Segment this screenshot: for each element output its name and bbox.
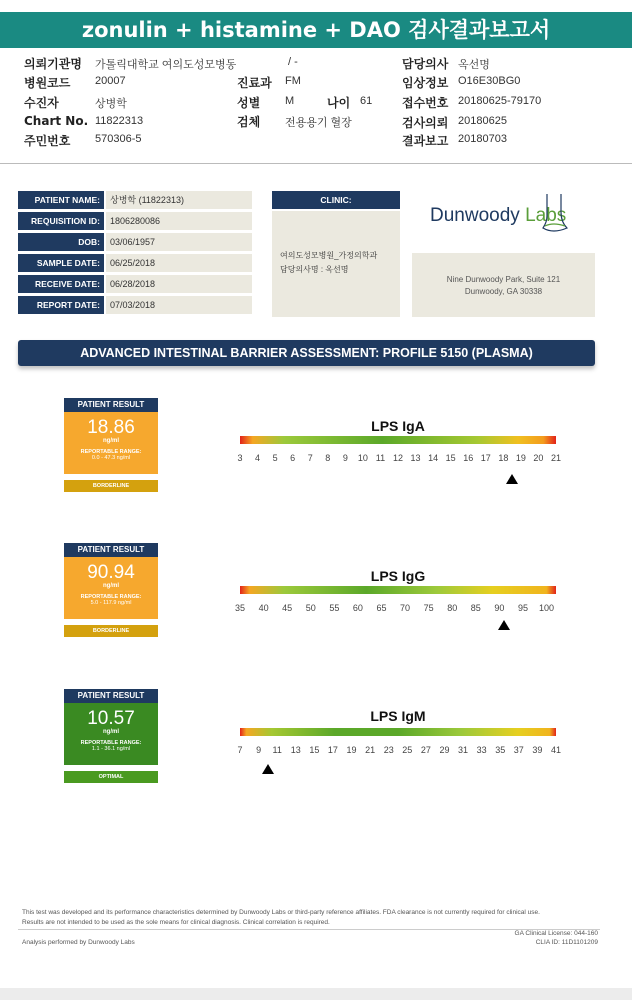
scale-tick-label: 55 [329, 603, 340, 613]
result-card-body [64, 412, 158, 474]
scale-tick-label: 20 [533, 453, 544, 463]
scale-tick-label: 11 [375, 453, 386, 463]
hospital-code-value: 20007 [95, 75, 126, 87]
ward-value: / - [288, 56, 298, 68]
scale-ticks [234, 603, 556, 615]
disclaimer-line-2: Results are not intended to be used as the sole means for clinical diagnosis. Clinical correlation is required. [22, 919, 330, 926]
result-report-value: 20180703 [458, 133, 507, 145]
scale-bar [240, 436, 556, 444]
disclaimer-line-1: This test was developed and its performance characteristics determined by Dunwoody Labs or third-party reference affiliates. FDA clearance is not currently required for clinical use. [22, 909, 540, 916]
result-unit: ng/ml [103, 583, 119, 589]
reportable-range-value: 0.0 - 47.3 ng/ml [91, 455, 131, 461]
scale-tick-label: 14 [428, 453, 439, 463]
scale-tick-label: 45 [282, 603, 293, 613]
scale-tick-label: 5 [272, 453, 278, 463]
hospital-label: 의뢰기관명 [24, 57, 82, 71]
scale-tick-label: 75 [423, 603, 434, 613]
patient-name-label: PATIENT NAME: [18, 191, 104, 209]
result-report-label: 결과보고 [402, 134, 449, 148]
clinic-text [280, 249, 377, 277]
result-status: OPTIMAL [64, 771, 158, 783]
age-value: 61 [360, 95, 373, 107]
scale-title: LPS IgM [370, 708, 426, 724]
chart-no-value: 11822313 [95, 115, 144, 127]
result-card-header: PATIENT RESULT [64, 689, 158, 703]
result-status: BORDERLINE [64, 625, 158, 637]
doctor-label: 담당의사 [402, 57, 449, 71]
scale-tick-label: 7 [307, 453, 313, 463]
result-card-header: PATIENT RESULT [64, 543, 158, 557]
scale-tick-label: 100 [539, 603, 555, 613]
clinic-line-2: 담당의사명 : 옥선명 [280, 265, 349, 274]
scale-tick-label: 31 [458, 745, 469, 755]
patient-name-value: 상병학 (11822313) [106, 191, 252, 209]
scale-tick-label: 37 [513, 745, 524, 755]
scale-tick-label: 80 [447, 603, 458, 613]
hospital-code-label: 병원코드 [24, 76, 71, 90]
scale-tick-label: 27 [420, 745, 431, 755]
report-date-value: 07/03/2018 [106, 296, 252, 314]
ga-license: GA Clinical License: 044-160 [514, 930, 598, 937]
result-card-body [64, 703, 158, 765]
age-label: 나이 [327, 96, 351, 110]
flask-icon [541, 192, 569, 236]
scale-tick-label: 4 [255, 453, 261, 463]
scale-tick-label: 40 [258, 603, 269, 613]
requisition-id-value: 1806280086 [106, 212, 252, 230]
hospital-value: 가톨릭대학교 여의도성모병동 [95, 59, 237, 71]
logo-text-main: Dunwoody [430, 205, 526, 226]
receipt-no-label: 접수번호 [402, 96, 449, 110]
scale-ticks [237, 745, 562, 757]
scale-tick-label: 19 [346, 745, 357, 755]
footer-divider [18, 929, 600, 930]
receipt-no-value: 20180625-79170 [458, 95, 542, 107]
sex-label: 성별 [237, 96, 261, 110]
scale-tick-label: 9 [342, 453, 348, 463]
patient-value: 상병학 [95, 98, 127, 110]
scale-bar [240, 586, 556, 594]
scale-tick-label: 19 [515, 453, 526, 463]
scale-tick-label: 95 [517, 603, 528, 613]
clinic-box [272, 211, 400, 317]
scale-tick-label: 50 [305, 603, 316, 613]
scale-tick-label: 33 [476, 745, 487, 755]
receive-date-label: RECEIVE DATE: [18, 275, 104, 293]
scale-tick-label: 17 [480, 453, 491, 463]
scale-tick-label: 25 [402, 745, 413, 755]
reportable-range-label: REPORTABLE RANGE: [80, 449, 142, 455]
sample-date-label: SAMPLE DATE: [18, 254, 104, 272]
clinical-info-label: 임상정보 [402, 76, 449, 90]
scale-tick-label: 35 [234, 603, 246, 613]
result-card-body [64, 557, 158, 619]
scale-tick-label: 90 [494, 603, 505, 613]
request-date-label: 검사의뢰 [402, 116, 449, 130]
report-date-label: REPORT DATE: [18, 296, 104, 314]
result-status: BORDERLINE [64, 480, 158, 492]
scale-ticks [237, 453, 562, 465]
scale-tick-label: 85 [470, 603, 481, 613]
scale-bar [240, 728, 556, 736]
resident-no-value: 570306-5 [95, 133, 142, 145]
scale-igg [234, 568, 556, 638]
sex-value: M [285, 95, 295, 107]
scale-tick-label: 60 [352, 603, 363, 613]
scale-iga [237, 418, 562, 488]
scale-tick-label: 23 [383, 745, 394, 755]
result-card-iga [64, 398, 158, 492]
reportable-range-label: REPORTABLE RANGE: [80, 740, 142, 746]
resident-no-label: 주민번호 [24, 134, 71, 148]
result-unit: ng/ml [103, 438, 119, 444]
result-marker [498, 620, 510, 630]
patient-label: 수진자 [24, 96, 59, 110]
scale-tick-label: 15 [309, 745, 320, 755]
report-title: zonulin + histamine + DAO 검사결과보고서 [0, 12, 632, 48]
scale-tick-label: 65 [376, 603, 387, 613]
scale-tick-label: 29 [439, 745, 450, 755]
scale-tick-label: 10 [357, 453, 368, 463]
scale-tick-label: 70 [400, 603, 411, 613]
clia-id: CLIA ID: 11D1101209 [535, 939, 598, 946]
department-label: 진료과 [237, 76, 272, 90]
scale-tick-label: 18 [498, 453, 509, 463]
specimen-label: 검체 [237, 115, 261, 129]
result-marker [262, 764, 274, 774]
result-card-header: PATIENT RESULT [64, 398, 158, 412]
scale-tick-label: 35 [495, 745, 506, 755]
result-value: 10.57 [87, 708, 135, 729]
reportable-range-value: 1.1 - 36.1 ng/ml [91, 746, 131, 752]
scale-tick-label: 11 [272, 745, 282, 755]
result-card-igg [64, 543, 158, 637]
result-value: 18.86 [87, 417, 135, 438]
scale-tick-label: 7 [237, 745, 243, 755]
scale-tick-label: 17 [327, 745, 338, 755]
scale-tick-label: 3 [237, 453, 243, 463]
scale-igm [237, 708, 562, 778]
reportable-range-label: REPORTABLE RANGE: [80, 594, 142, 600]
assessment-banner: ADVANCED INTESTINAL BARRIER ASSESSMENT: PROFILE 5150 (PLASMA) [18, 340, 595, 366]
scale-tick-label: 21 [550, 453, 562, 463]
department-value: FM [285, 75, 301, 87]
logo-text-labs: Labs [525, 205, 567, 226]
request-date-value: 20180625 [458, 115, 507, 127]
header-divider [0, 163, 632, 164]
scale-tick-label: 21 [365, 745, 376, 755]
requisition-id-label: REQUISITION ID: [18, 212, 104, 230]
lab-address-line-2: Dunwoody, GA 30338 [464, 287, 543, 296]
scale-tick-label: 12 [392, 453, 404, 463]
scale-tick-label: 6 [290, 453, 296, 463]
result-value: 90.94 [87, 562, 135, 583]
reportable-range-value: 5.0 - 117.9 ng/ml [90, 600, 132, 606]
dob-value: 03/06/1957 [106, 233, 252, 251]
lab-address-line-1: Nine Dunwoody Park, Suite 121 [446, 275, 561, 284]
chart-no-label: Chart No. [24, 114, 89, 128]
scale-title: LPS IgG [370, 568, 426, 584]
receive-date-value: 06/28/2018 [106, 275, 252, 293]
scale-tick-label: 15 [445, 453, 456, 463]
doctor-value: 옥선명 [458, 59, 490, 71]
scale-tick-label: 13 [290, 745, 301, 755]
result-marker [506, 474, 518, 484]
clinic-line-1: 여의도성모병원_가정의학과 [280, 251, 378, 260]
clinical-info-value: O16E30BG0 [458, 75, 521, 87]
scale-title: LPS IgA [371, 418, 425, 434]
scale-tick-label: 8 [325, 453, 331, 463]
result-card-igm [64, 689, 158, 783]
dob-label: DOB: [18, 233, 104, 251]
specimen-value: 전용용기 혈장 [285, 117, 352, 129]
clinic-header: CLINIC: [272, 191, 400, 209]
result-unit: ng/ml [103, 729, 119, 735]
scale-tick-label: 41 [550, 745, 562, 755]
scale-tick-label: 39 [532, 745, 543, 755]
sample-date-value: 06/25/2018 [106, 254, 252, 272]
analysis-credit: Analysis performed by Dunwoody Labs [22, 939, 135, 946]
lab-address-box [412, 253, 595, 317]
scale-tick-label: 16 [463, 453, 474, 463]
scale-tick-label: 13 [410, 453, 421, 463]
scale-tick-label: 9 [256, 745, 262, 755]
